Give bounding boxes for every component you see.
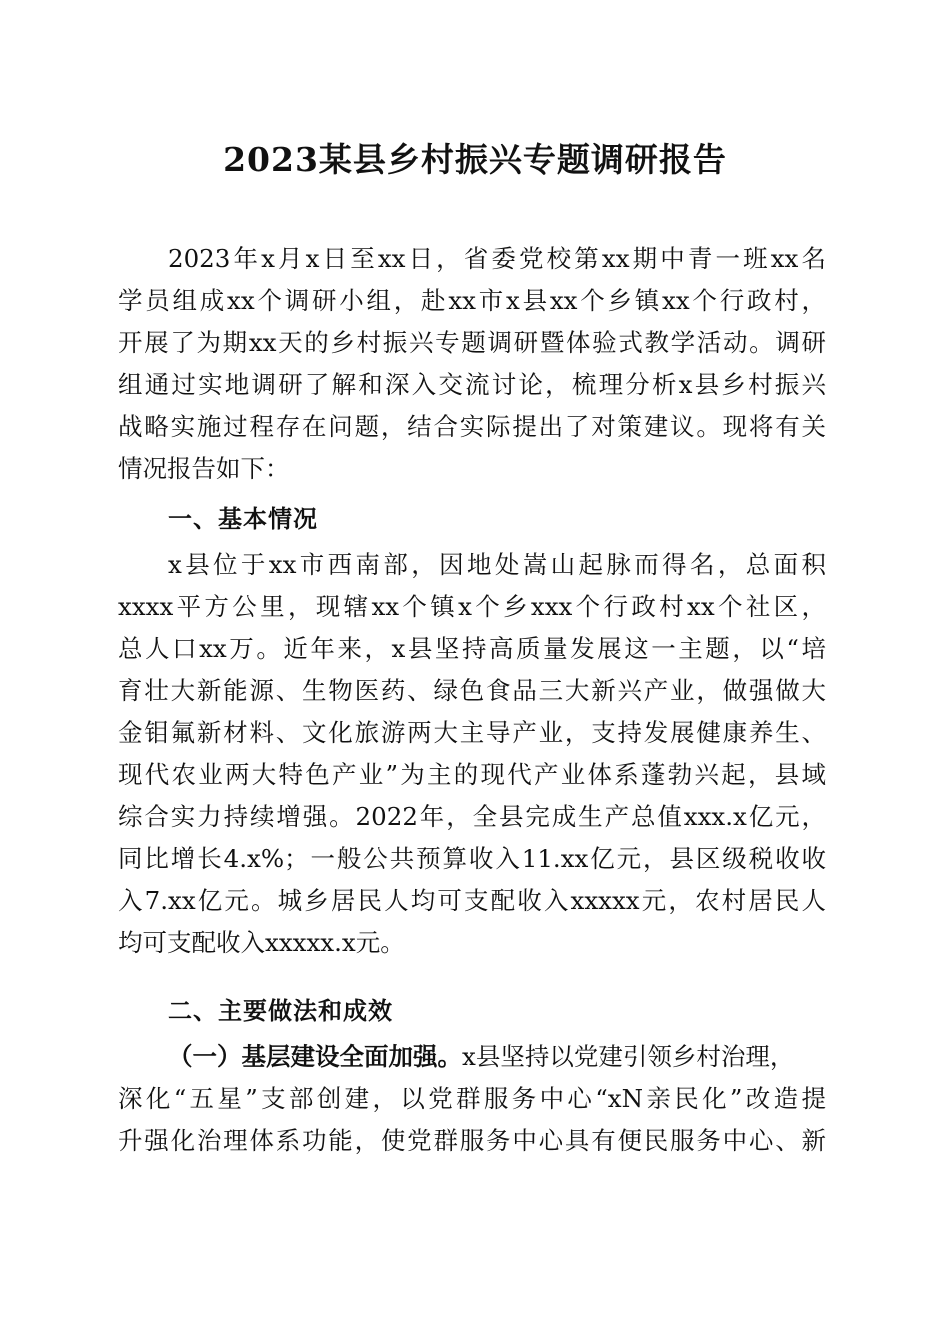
text-line: 情况报告如下： bbox=[118, 454, 290, 483]
text-line: 总人口xx万。近年来，x县坚持高质量发展这一主题，以“培 bbox=[118, 634, 826, 663]
text-line: 学员组成xx个调研小组，赴xx市x县xx个乡镇xx个行政村， bbox=[118, 286, 826, 315]
text-line: 均可支配收入xxxxx.x元。 bbox=[118, 928, 405, 957]
sub-heading: （一）基层建设全面加强。 bbox=[168, 1042, 462, 1071]
text-line: 同比增长4.x%；一般公共预算收入11.xx亿元，县区级税收收 bbox=[118, 844, 826, 873]
section-heading: 一、基本情况 bbox=[168, 505, 318, 533]
text-line: 深化“五星”支部创建，以党群服务中心“xN亲民化”改造提 bbox=[118, 1084, 826, 1113]
text-line: 2023年x月x日至xx日，省委党校第xx期中青一班xx名 bbox=[168, 244, 826, 273]
text-line: x县位于xx市西南部，因地处嵩山起脉而得名，总面积 bbox=[168, 550, 826, 579]
text-line: 战略实施过程存在问题，结合实际提出了对策建议。现将有关 bbox=[118, 412, 826, 441]
text-line: 现代农业两大特色产业”为主的现代产业体系蓬勃兴起，县域 bbox=[118, 760, 826, 789]
text-line: 升强化治理体系功能，使党群服务中心具有便民服务中心、新 bbox=[118, 1126, 826, 1155]
text-line: 金钼氟新材料、文化旅游两大主导产业，支持发展健康养生、 bbox=[118, 718, 826, 747]
text-span: x县坚持以党建引领乡村治理， bbox=[462, 1042, 795, 1071]
text-line: 入7.xx亿元。城乡居民人均可支配收入xxxxx元，农村居民人 bbox=[118, 886, 826, 915]
section-heading: 二、主要做法和成效 bbox=[168, 997, 393, 1025]
text-line bbox=[168, 1036, 826, 1078]
text-line: 组通过实地调研了解和深入交流讨论，梳理分析x县乡村振兴 bbox=[118, 370, 826, 399]
text-line: 育壮大新能源、生物医药、绿色食品三大新兴产业，做强做大 bbox=[118, 676, 826, 705]
document-title: 2023某县乡村振兴专题调研报告 bbox=[223, 140, 727, 179]
text-line: xxxx平方公里，现辖xx个镇x个乡xxx个行政村xx个社区， bbox=[118, 592, 826, 621]
text-line: 综合实力持续增强。2022年，全县完成生产总值xxx.x亿元， bbox=[118, 802, 826, 831]
text-line: 开展了为期xx天的乡村振兴专题调研暨体验式教学活动。调研 bbox=[118, 328, 826, 357]
